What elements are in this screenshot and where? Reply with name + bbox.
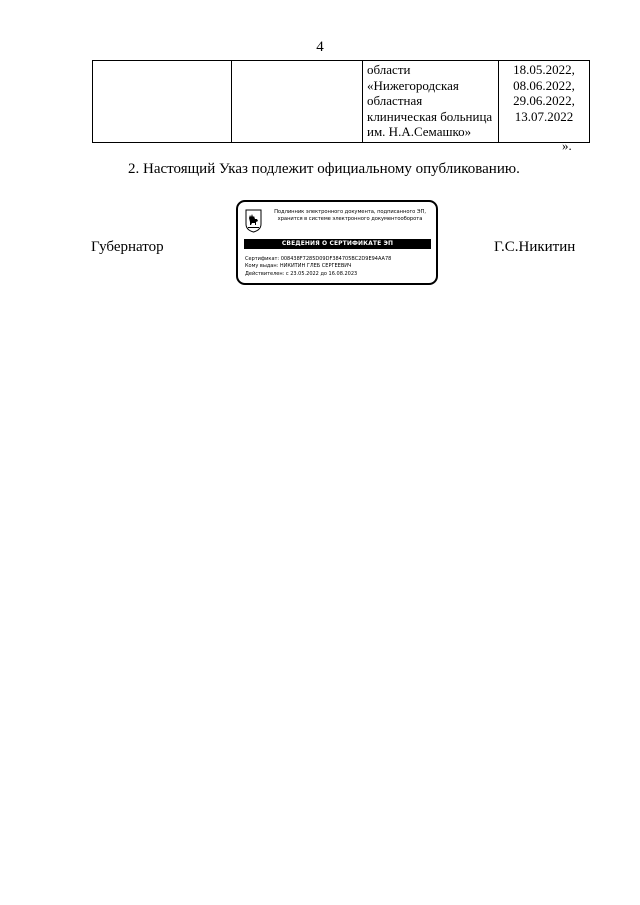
certificate-validity: Действителен: с 23.05.2022 до 16.08.2023	[245, 270, 358, 277]
organization-line: области	[367, 62, 411, 77]
deer-emblem-icon	[245, 209, 262, 233]
signer-title: Губернатор	[91, 239, 164, 255]
signer-name: Г.С.Никитин	[494, 239, 576, 255]
table-row	[93, 61, 590, 143]
certificate-owner: Кому выдан: НИКИТИН ГЛЕБ СЕРГЕЕВИЧ	[245, 263, 352, 270]
organization-line: «Нижегородская	[367, 77, 459, 93]
stamp-notice-line: Подлинник электронного документа, подписанного ЭП,	[274, 209, 426, 215]
electronic-signature-stamp	[236, 200, 438, 285]
stamp-notice-line: хранится в системе электронного документооборота	[277, 216, 423, 222]
date-line: 13.07.2022	[514, 108, 574, 124]
document-table	[92, 60, 590, 143]
table-cell-empty-1	[93, 61, 232, 143]
table-cell-empty-2	[232, 61, 363, 143]
date-line: 29.06.2022,	[513, 93, 575, 108]
organization-line: областная	[367, 93, 423, 108]
date-line: 18.05.2022,	[513, 62, 575, 77]
table-cell-dates	[499, 61, 590, 143]
closing-quote: ».	[562, 138, 572, 153]
organization-line: им. Н.А.Семашко»	[367, 124, 472, 139]
stamp-details	[245, 256, 391, 278]
publication-paragraph: 2. Настоящий Указ подлежит официальному опубликованию.	[128, 161, 520, 177]
date-line: 08.06.2022,	[513, 77, 575, 93]
organization-line: клиническая больница	[367, 108, 493, 124]
certificate-number: Сертификат: 008438F7285D09DF384705BC2D9E94AA78	[245, 256, 392, 262]
table-cell-organization	[363, 61, 499, 143]
stamp-header: СВЕДЕНИЯ О СЕРТИФИКАТЕ ЭП	[244, 239, 431, 249]
page-number: 4	[316, 39, 324, 55]
stamp-notice	[264, 209, 436, 223]
